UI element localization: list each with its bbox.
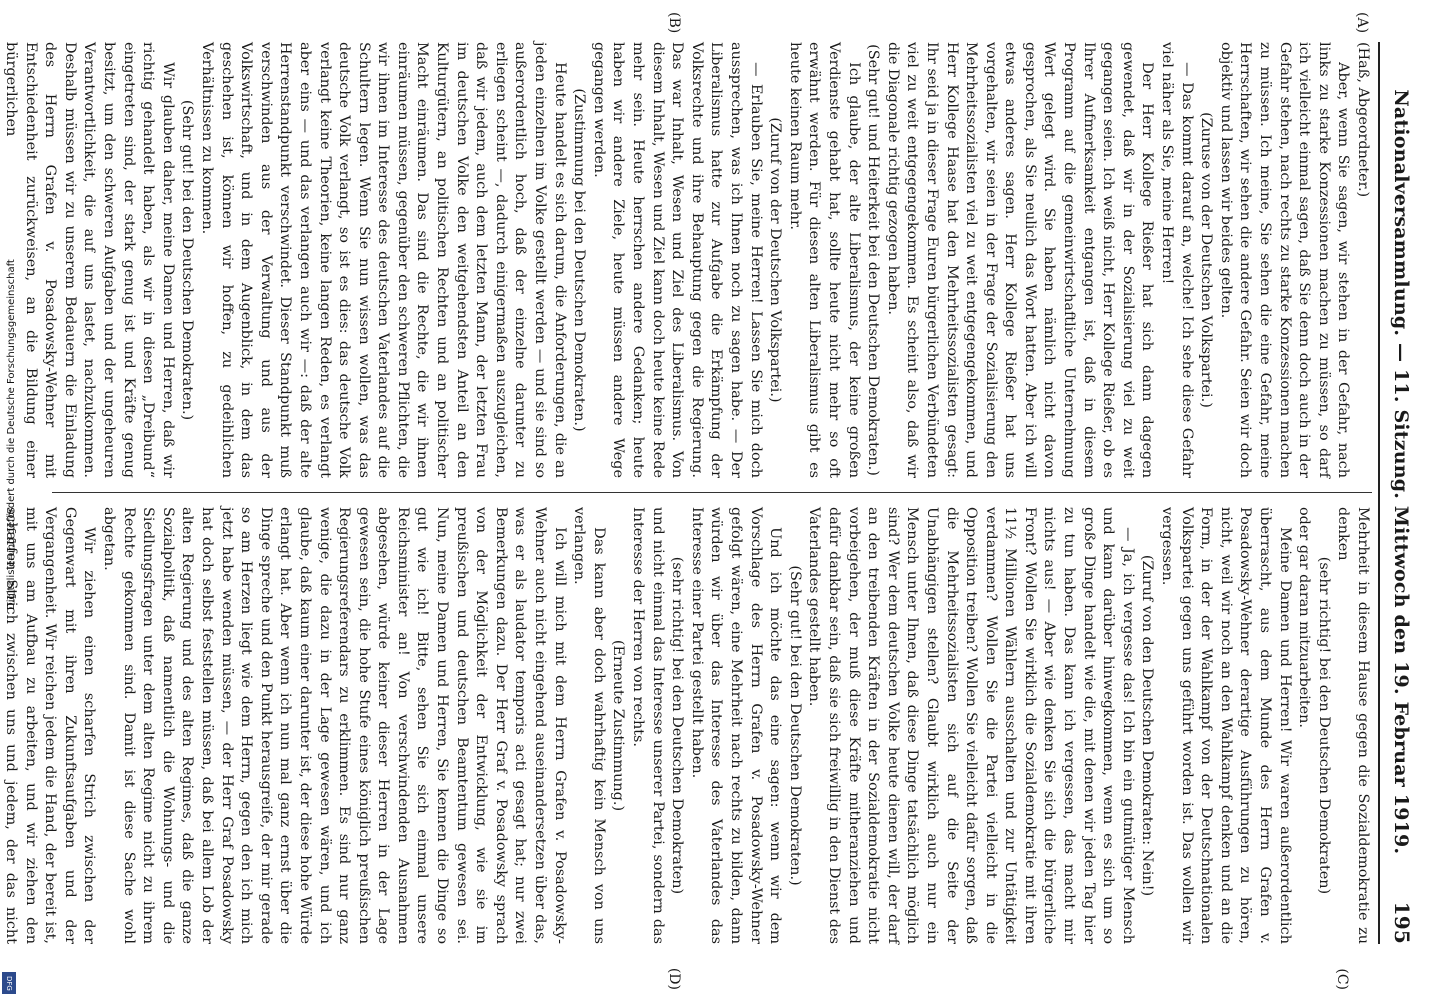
- interjection: (sehr richtig! bei den Deutschen Demokraten): [1315, 556, 1332, 895]
- paragraph: Wir ziehen einen scharfen Strich zwischen der Gegenwart mit ihren Zukunftsaufgaben und der Vergangenheit. Wir reichen jedem die Hand, der bereit ist, mit uns am Aufbau zu arbeiten, und wir ziehen den scharfen Strich zwischen uns und jedem, der das nicht: [3, 507, 98, 944]
- paragraph: Heute handelt es sich darum, die Anforderungen, die an jeden einzelnen im Volke gestellt werden — und sie sind so außerordentlich hoch, daß der einzelne darunter zu erliegen scheint —, dadurch einigermaßen auszugleichen, daß wir jedem, auch dem letzten Mann, der letzten Frau im deutschen Volke den weitgehendsten Anteil an den Kulturgütern, an politischen Rechten und an politischer Macht einräumen. Das sind die Rechte, die wir ihnen einräumen müssen, gegenüber den schweren Pflichten, die wir ihnen im Interesse des deutschen Vaterlandes auf die Schultern legen. Wenn Sie nun wissen wollen, was das deutsche Volk verlangt, so ist es dies: das deutsche Volk verlangt keine Theorien, keine langen Reden, es verlangt aber eins — und das verlangen auch wir —: daß der alte Herrenstandpunkt verschwindet. Dieser Standpunkt muß verschwinden aus der Verwaltung und aus der Volkswirtschaft, und in dem Augenblick, in dem das geschehen ist, können wir hoffen, zu gedeihlichen Verhältnissen zu kommen.: [198, 42, 568, 478]
- paragraph: Wir glauben daher, meine Damen und Herren, daß wir richtig gehandelt haben, als wir in diesen „Dreibund“ eingetreten sind, der stark genug ist und Kräfte genug besitzt, um den schweren Aufgaben und der ungeheuren Verantwortlichkeit, die auf uns lastet, nachzukommen. Deshalb müssen wir zu unserem Bedauern die Einladung des Herrn Grafen v. Posadowsky-Wehner mit Entschiedenheit zurückweisen, an die Bildung einer bürgerlichen: [3, 42, 176, 478]
- header-rule: [1378, 42, 1380, 944]
- dfg-logo: DFG: [2, 972, 16, 994]
- page-number: 195: [1390, 901, 1414, 944]
- credit-text: Digitalisierung gefördert durch die Deutsche Forschungsgemeinschaft: [6, 259, 17, 610]
- paragraph: Mehrheit in diesem Hause gegen die Sozialdemokratie zu denken: [1335, 507, 1371, 944]
- interjection: (Zuruf von der Deutschen Volkspartei.): [767, 117, 784, 403]
- interjection: (Zuruf von den Deutschen Demokraten: Nein!): [1139, 554, 1156, 897]
- paragraph: Ich will mich mit dem Herrn Grafen v. Posadowsky-Wehner auch nicht eingehend auseinandersetzen über das, was er als laudator temporis acti gesagt hat; nur zwei Bemerkungen dazu. Der Herr Graf v. Posadowsky sprach von der Möglichkeit der Entwicklung, wie sie im preußischen und deutschen Beamtentum gewesen sei. Nun, meine Damen und Herren, Sie kennen die Dinge so gut wie ich! Bitte, sehen Sie sich einmal unsere Reichsminister an! Von verschwindenden Ausnahmen abgesehen, würde keiner dieser Herren in der Lage gewesen sein, die hohe Stufe eines königlich preußischen Regierungsreferendars zu erklimmen. Es sind nur ganz wenige, die dazu in der Lage gewesen wären, und ich glaube, daß kaum einer darunter ist, der diese hohe Würde erlangt hat. Aber wenn ich nun mal ganz ernst über die Dinge spreche und den Punkt herausgreife, der mir gerade so am Herzen liegt wie dem Herrn, gegen den ich mich jetzt habe wenden müssen, — der Herr Graf Posadowsky hat doch selbst feststellen müssen, daß bei allem Lob der alten Regierung und des alten Regimes, daß die ganze Sozialpolitik, daß namentlich die Wohnungs- und die Siedlungsfragen unter dem alten Regime nicht zu ihrem Rechte gekommen sind. Damit ist diese Sache wohl abgetan.: [101, 507, 568, 944]
- digitization-credit: [6, 259, 17, 610]
- paragraph: und nicht einmal das Interesse unserer Partei, sondern das Interesse der Herren von rechts.: [630, 507, 666, 944]
- interjection: (Zustimmung bei den Deutschen Demokraten.): [571, 88, 588, 432]
- right-column: [3, 493, 1372, 944]
- speaker-label: (Haß, Abgeordneter.): [1355, 42, 1371, 198]
- paragraph: Und ich möchte das eine sagen: wenn wir dem Vorschlage des Herrn Grafen v. Posadowsky-Wehner gefolgt wären, eine Mehrheit nach rechts zu bilden, dann würden wir über das Interesse des Vaterlandes das Interesse einer Partei gestellt haben.: [688, 507, 784, 944]
- interjection: (Sehr gut! bei den Deutschen Demokraten.): [786, 565, 803, 886]
- interjection: (Sehr gut! bei den Deutschen Demokraten.): [179, 99, 196, 421]
- interjection: (Sehr gut! und Heiterkeit bei den Deutschen Demokraten.): [865, 44, 882, 476]
- paragraph: — Das kommt darauf an, welche! Ich sehe diese Gefahr viel näher als Sie, meine Herren!: [1159, 42, 1195, 478]
- margin-marker-d: (D): [666, 967, 682, 990]
- margin-marker-b: (B): [666, 12, 682, 34]
- paragraph: Meine Damen und Herren! Wir waren außerordentlich überrascht, aus dem Munde des Herrn Grafen v. Posadowsky-Wehner derartige Ausführungen zu hören, nicht, weil wir noch an den Wahlkampf denken und an die Form, in der der Wahlkampf von der Deutschnationalen Volkspartei gegen uns geführt worden ist. Das wollen wir vergessen.: [1159, 507, 1293, 944]
- paragraph: Ich glaube, der alte Liberalismus, der keine großen Verdienste gehabt hat, sollte heute nicht mehr so oft erwähnt werden. Für diesen alten Liberalismus gibt es heute keinen Raum mehr.: [786, 42, 862, 478]
- paragraph: Das kann aber doch wahrhaftig kein Mensch von uns verlangen.: [571, 507, 607, 944]
- paragraph: — Ja, ich vergesse das! Ich bin ein gutmütiger Mensch und kann darüber hinwegkommen, wenn es sich um so große Dinge handelt wie die, mit denen wir jeden Tag hier zu tun haben. Das kann ich vergessen, das macht mir nichts aus! — Aber wie denken Sie sich die bürgerliche Front? Wollen Sie wirklich die Sozialdemokratie mit ihren 11½ Millionen Wählern ausschalten und zur Untätigkeit verdammen? Wollen Sie die Partei vielleicht in die Opposition treiben? Wollen Sie vielleicht dafür sorgen, daß die Mehrheitssozialisten sich auf die Seite der Unabhängigen stellen? Glaubt wirklich auch nur ein Mensch unter Ihnen, daß diese Dinge tatsächlich möglich sind? Wer dem deutschen Volke heute dienen will, der darf an den treibenden Kräften in der Sozialdemokratie nicht vorbeigehen, der muß diese Kräfte mitheranziehen und dafür dankbar sein, daß sie sich freiwillig in den Dienst des Vaterlandes gestellt haben.: [806, 507, 1136, 944]
- interjection: (Zuruse von der Deutschen Volkspartei.): [1198, 112, 1215, 408]
- paragraph: — Erlauben Sie, meine Herren! Lassen Sie mich doch aussprechen, was ich Ihnen noch zu sagen habe. — Der Liberalismus hatte zur Aufgabe die Erkämpfung der Volksrechte und ihre Behauptung gegen die Regierung. Das war Inhalt, Wesen und Ziel des Liberalismus. Von diesem Inhalt, Wesen und Ziel kann doch heute keine Rede mehr sein. Heute herrschen andere Gedanken; heute haben wir andere Ziele, heute müssen andere Wege gegangen werden.: [590, 42, 764, 478]
- paragraph: oder gar daran mitzuarbeiten.: [1296, 507, 1313, 728]
- margin-marker-a: (A): [1354, 12, 1370, 34]
- paragraph: Der Herr Kollege Rießer hat sich dann dagegen gewendet, daß wir in der Sozialisierung viel zu weit gegangen seien. Ich weiß nicht, Herr Kollege Rießer, ob es Ihrer Aufmerksamkeit entgangen ist, daß in diesem Programm auf die gemeinwirtschaftliche Unternehmung Wert gelegt wird. Sie haben nämlich nicht davon gesprochen, als Sie neulich das Wort hatten. Aber ich will etwas anderes sagen. Herr Kollege Rießer hat uns vorgehalten, wir seien in der Frage der Sozialisierung den Mehrheitssozialisten viel zu weit entgegengekommen, und Herr Kollege Haase hat den Mehrheitssozialisten gesagt: Ihr seid ja in dieser Frage Euren bürgerlichen Verbündeten viel zu weit entgegengekommen. Es scheint also, daß wir die Diagonale richtig gezogen haben.: [884, 42, 1156, 478]
- interjection: (sehr richtig! bei den Deutschen Demokraten): [669, 556, 686, 895]
- paragraph: Aber, wenn Sie sagen, wir stehen in der Gefahr, nach links zu starke Konzessionen machen zu müssen, so darf ich vielleicht einmal sagen, daß Sie denn doch auch in der Gefahr stehen, nach rechts zu starke Konzessionen machen zu müssen. Ich meine, Sie sehen die eine Gefahr, meine Herrschaften, wir sehen die andere Gefahr. Seien wir doch objektiv und lassen wir beides gelten.: [1217, 42, 1352, 478]
- running-title: Nationalversammlung. — 11. Sitzung. Mittwoch den 19. Februar 1919.: [1390, 89, 1412, 855]
- interjection: (Erneute Zustimmung.): [610, 639, 627, 812]
- page-header: [1382, 42, 1414, 944]
- margin-marker-c: (C): [1334, 968, 1350, 990]
